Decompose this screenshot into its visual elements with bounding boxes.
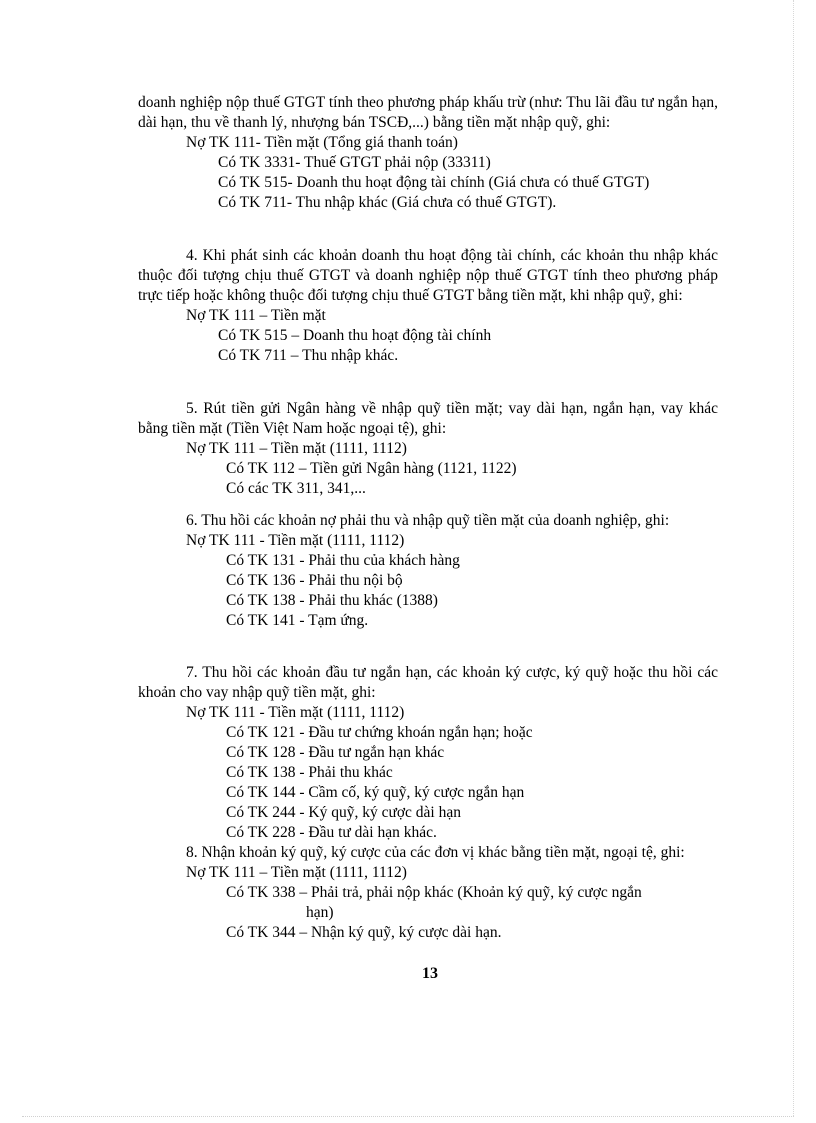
section-6-credit-line: Có TK 136 - Phải thu nội bộ	[226, 572, 403, 589]
section-5	[138, 399, 718, 499]
section-6-paragraph: 6. Thu hồi các khoản nợ phải thu và nhập quỹ tiền mặt của doanh nghiệp, ghi:	[186, 512, 670, 529]
section-8-credit-line: Có TK 344 – Nhận ký quỹ, ký cược dài hạn.	[226, 924, 502, 941]
section-6-credit-line: Có TK 131 - Phải thu của khách hàng	[226, 552, 460, 569]
section-8-paragraph: 8. Nhận khoản ký quỹ, ký cược của các đơn vị khác bằng tiền mặt, ngoại tệ, ghi:	[186, 844, 685, 861]
section-7-credit-line: Có TK 228 - Đầu tư dài hạn khác.	[226, 824, 437, 841]
section-7-credit-line: Có TK 128 - Đầu tư ngắn hạn khác	[226, 744, 445, 761]
section-4-credit-line: Có TK 515 – Doanh thu hoạt động tài chính	[218, 327, 492, 344]
section-6	[138, 511, 718, 631]
section-7-credit-line: Có TK 244 - Ký quỹ, ký cược dài hạn	[226, 804, 461, 821]
section-5-credit-line: Có TK 112 – Tiền gửi Ngân hàng (1121, 1122)	[226, 460, 517, 477]
section-7-credit-line: Có TK 138 - Phải thu khác	[226, 764, 393, 781]
intro-credit-line: Có TK 3331- Thuế GTGT phải nộp (33311)	[218, 154, 491, 171]
section-5-debit-line: Nợ TK 111 – Tiền mặt (1111, 1112)	[186, 440, 407, 457]
section-7-debit-line: Nợ TK 111 - Tiền mặt (1111, 1112)	[186, 704, 405, 721]
page-edge-divider	[793, 0, 794, 1116]
section-7-credit-line: Có TK 144 - Cầm cố, ký quỹ, ký cược ngắn hạn	[226, 784, 525, 801]
section-6-credit-line: Có TK 141 - Tạm ứng.	[226, 612, 369, 629]
intro-credit-line: Có TK 711- Thu nhập khác (Giá chưa có thuế GTGT).	[218, 194, 557, 211]
section-4-paragraph: 4. Khi phát sinh các khoản doanh thu hoạt động tài chính, các khoản thu nhập khác thuộc đối tượng chịu thuế GTGT và doanh nghiệp nộp thuế GTGT tính theo phương pháp trực tiếp hoặc không thuộc đối tượng chịu thuế GTGT bằng tiền mặt, khi nhập quỹ, ghi:	[138, 247, 718, 304]
section-7-paragraph: 7. Thu hồi các khoản đầu tư ngắn hạn, các khoản ký cược, ký quỹ hoặc thu hồi các khoản cho vay nhập quỹ tiền mặt, ghi:	[138, 664, 718, 701]
intro-debit-line: Nợ TK 111- Tiền mặt (Tổng giá thanh toán)	[186, 134, 458, 151]
section-6-debit-line: Nợ TK 111 - Tiền mặt (1111, 1112)	[186, 532, 405, 549]
section-4	[138, 246, 718, 366]
section-8-credit-line: Có TK 338 – Phải trả, phải nộp khác (Khoản ký quỹ, ký cược ngắn	[226, 884, 642, 901]
section-8	[138, 843, 718, 943]
intro-credit-line: Có TK 515- Doanh thu hoạt động tài chính (Giá chưa có thuế GTGT)	[218, 174, 650, 191]
section-7	[138, 663, 718, 843]
section-8-debit-line: Nợ TK 111 – Tiền mặt (1111, 1112)	[186, 864, 407, 881]
intro-paragraph: doanh nghiệp nộp thuế GTGT tính theo phương pháp khấu trừ (như: Thu lãi đầu tư ngắn hạn, dài hạn, thu về thanh lý, nhượng bán TSCĐ,...) bằng tiền mặt nhập quỹ, ghi:	[138, 94, 718, 131]
section-5-credit-line: Có các TK 311, 341,...	[226, 480, 366, 497]
section-5-paragraph: 5. Rút tiền gửi Ngân hàng về nhập quỹ tiền mặt; vay dài hạn, ngắn hạn, vay khác bằng tiền mặt (Tiền Việt Nam hoặc ngoại tệ), ghi:	[138, 400, 718, 437]
section-4-debit-line: Nợ TK 111 – Tiền mặt	[186, 307, 326, 324]
section-8-credit-continuation: hạn)	[306, 904, 334, 921]
page-bottom-divider	[22, 1116, 794, 1117]
page-number: 13	[422, 965, 438, 982]
section-4-credit-line: Có TK 711 – Thu nhập khác.	[218, 347, 399, 364]
section-intro	[138, 93, 718, 213]
section-7-credit-line: Có TK 121 - Đầu tư chứng khoán ngắn hạn; hoặc	[226, 724, 533, 741]
section-6-credit-line: Có TK 138 - Phải thu khác (1388)	[226, 592, 438, 609]
